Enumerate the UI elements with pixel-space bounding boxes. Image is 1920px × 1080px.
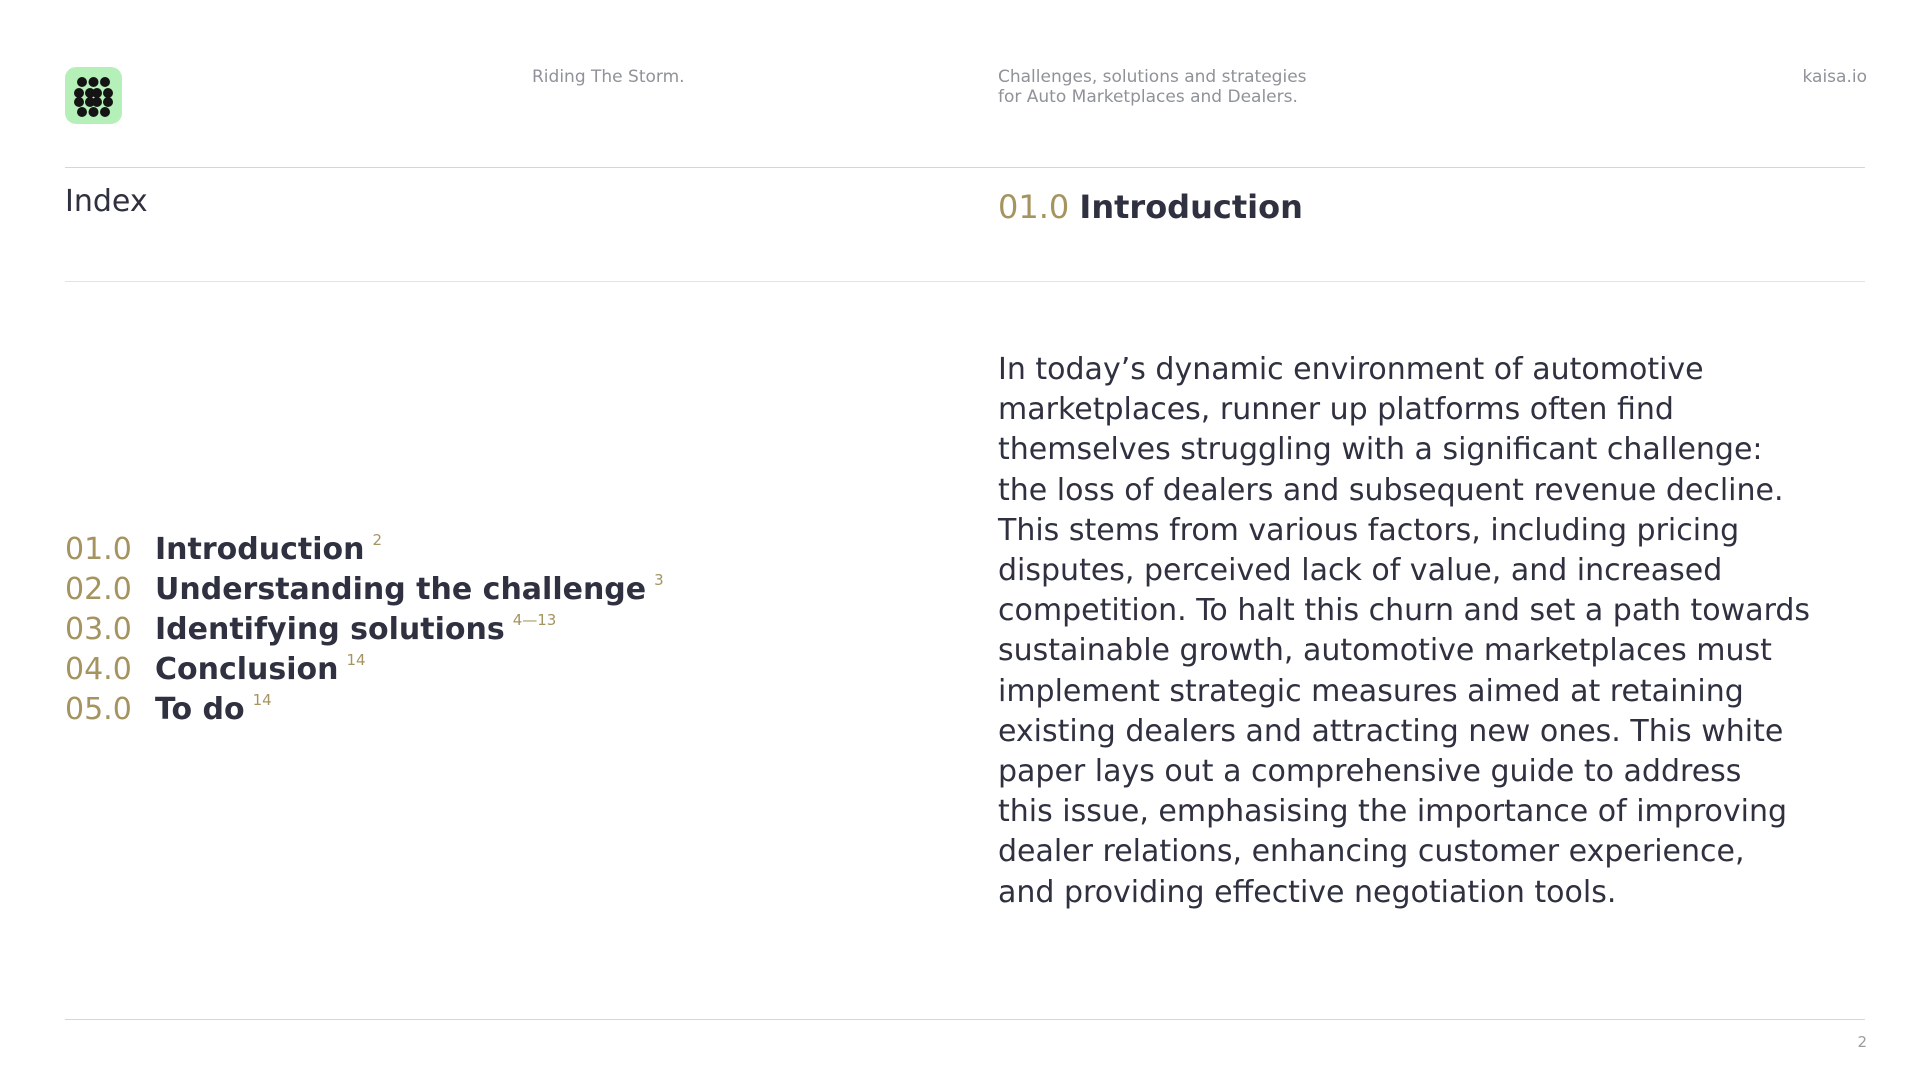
toc-item-to-do[interactable] <box>65 680 664 727</box>
toc-number: 02.0 <box>65 572 132 607</box>
toc-page: 3 <box>654 571 664 589</box>
section-number: 01.0 <box>998 188 1070 226</box>
heading-divider <box>65 281 1865 282</box>
toc-number: 01.0 <box>65 532 132 567</box>
toc-label: Understanding the challenge <box>155 572 647 607</box>
toc-page: 2 <box>372 531 383 549</box>
header-divider <box>65 167 1865 168</box>
site-link[interactable]: kaisa.io <box>1802 67 1867 87</box>
toc-page: 14 <box>346 651 366 669</box>
section-title: Introduction <box>1079 188 1303 226</box>
toc-page: 4—13 <box>512 611 557 629</box>
section-heading <box>998 188 1303 226</box>
toc-label: To do <box>155 692 245 727</box>
toc-item-understanding-the-challenge[interactable] <box>65 560 664 607</box>
dot-grid-logo-icon <box>65 67 122 124</box>
toc-label: Conclusion <box>155 652 339 687</box>
toc-number: 05.0 <box>65 692 132 727</box>
page-number: 2 <box>1857 1033 1867 1051</box>
toc-label: Introduction <box>155 532 365 567</box>
toc-page: 14 <box>252 691 272 709</box>
table-of-contents <box>65 520 664 727</box>
document-title: Riding The Storm. <box>532 67 685 87</box>
document-subtitle: Challenges, solutions and strategies for Auto Marketplaces and Dealers. <box>998 67 1307 107</box>
toc-item-introduction[interactable] <box>65 520 664 567</box>
introduction-paragraph: In today’s dynamic environment of automotive marketplaces, runner up platforms often find themselves struggling with a significant challenge: the loss of dealers and subsequent revenue decline. This stems from various factors, including pricing disputes, perceived lack of value, and increased competition. To halt this churn and set a path towards sustainable growth, automotive marketplaces must implement strategic measures aimed at retaining existing dealers and attracting new ones. This white paper lays out a comprehensive guide to address this issue, emphasising the importance of improving dealer relations, enhancing customer experience, and providing effective negotiation tools. <box>998 352 1811 910</box>
footer-divider <box>65 1019 1865 1020</box>
index-heading: Index <box>65 184 148 219</box>
toc-item-conclusion[interactable] <box>65 640 664 687</box>
toc-label: Identifying solutions <box>155 612 505 647</box>
toc-number: 04.0 <box>65 652 132 687</box>
toc-number: 03.0 <box>65 612 132 647</box>
